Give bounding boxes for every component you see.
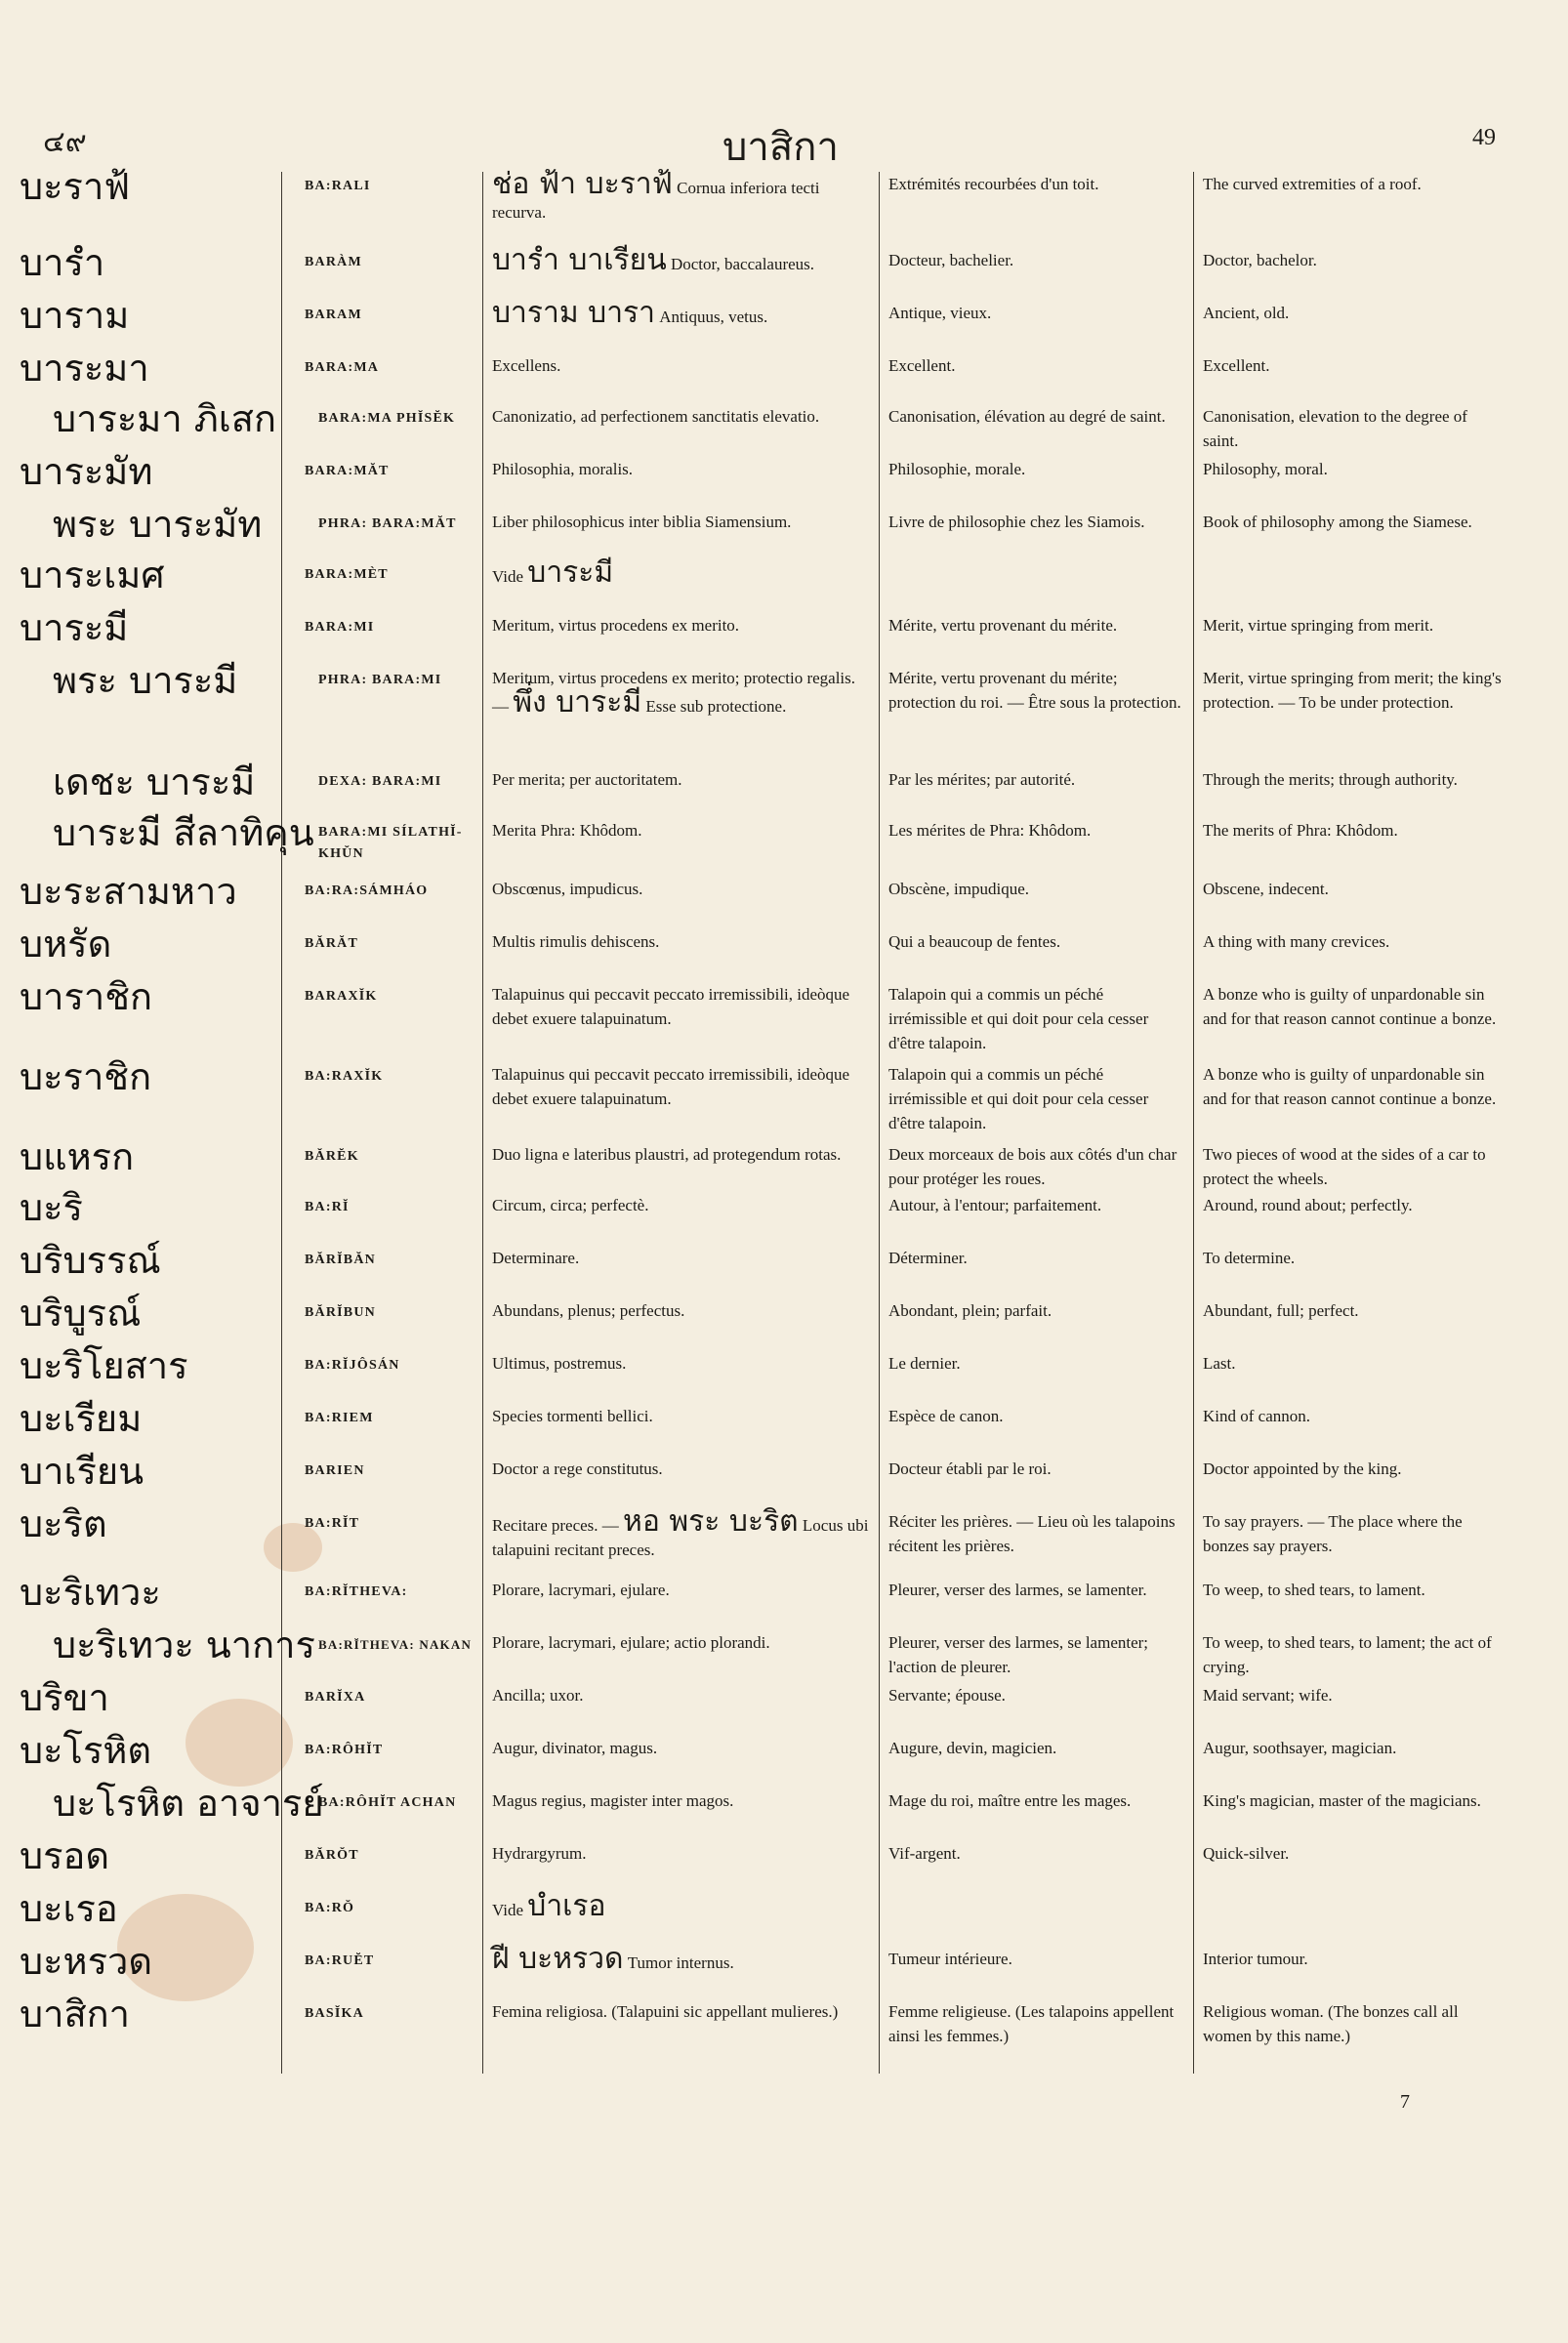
thai-headword: พระ บาระมี <box>53 659 238 702</box>
english-gloss: Maid servant; wife. <box>1203 1686 1333 1705</box>
french-gloss: Le dernier. <box>888 1354 961 1373</box>
latin-gloss: Talapuinus qui peccavit peccato irremissibili, ideòque debet exuere talapuinatum. <box>492 1065 850 1108</box>
transliteration: BARÀM <box>305 255 362 269</box>
latin-gloss: Vide บำเรอ <box>492 1889 606 1923</box>
latin-gloss: Meritum, virtus procedens ex merito. <box>492 616 740 635</box>
running-head: บาสิกา <box>722 125 839 170</box>
transliteration: BA:RA:SÁMHÁO <box>305 884 429 898</box>
english-gloss: A thing with many crevices. <box>1203 932 1390 951</box>
paper-stain <box>186 1699 293 1787</box>
french-gloss: Augure, devin, magicien. <box>888 1739 1057 1757</box>
latin-gloss: Determinare. <box>492 1249 580 1267</box>
english-gloss: Last. <box>1203 1354 1236 1373</box>
latin-gloss: Vide บาระมี <box>492 555 614 590</box>
english-gloss: A bonze who is guilty of unpardonable sin and for that reason cannot continue a bonze. <box>1203 1065 1497 1108</box>
transliteration: BA:RŎ <box>305 1901 355 1915</box>
french-gloss: Talapoin qui a commis un péché irrémissible et qui doit pour cela cesser d'être talapoin. <box>888 1065 1149 1132</box>
transliteration: BARAXĬK <box>305 989 378 1004</box>
english-gloss: King's magician, master of the magicians. <box>1203 1791 1481 1810</box>
latin-gloss: Philosophia, moralis. <box>492 460 634 478</box>
thai-example: หอ พระ บะริต <box>623 1504 799 1539</box>
transliteration: BĂRĂT <box>305 936 359 951</box>
french-gloss: Pleurer, verser des larmes, se lamenter; l'action de pleurer. <box>888 1633 1149 1676</box>
transliteration: BĂRĔK <box>305 1149 359 1164</box>
thai-example: ฝี บะหรวด <box>492 1942 624 1976</box>
thai-headword: บาระมา <box>20 347 149 390</box>
french-gloss: Vif-argent. <box>888 1844 961 1863</box>
column-rule <box>1193 172 1194 2074</box>
latin-gloss: Femina religiosa. (Talapuini sic appellant mulieres.) <box>492 2002 839 2021</box>
french-gloss: Tumeur intérieure. <box>888 1950 1012 1968</box>
transliteration: BA:RĬ <box>305 1200 350 1214</box>
left-page-number: ๔๙ <box>43 125 87 159</box>
thai-headword: บะริโยสาร <box>20 1344 188 1387</box>
french-gloss: Deux morceaux de bois aux côtés d'un char pour protéger les roues. <box>888 1145 1177 1188</box>
french-gloss: Canonisation, élévation au degré de saint. <box>888 407 1166 426</box>
latin-gloss: Talapuinus qui peccavit peccato irremissibili, ideòque debet exuere talapuinatum. <box>492 985 850 1028</box>
latin-gloss: Duo ligna e lateribus plaustri, ad protegendum rotas. <box>492 1145 842 1164</box>
right-page-number: 49 <box>1472 125 1496 150</box>
french-gloss: Mérite, vertu provenant du mérite; protection du roi. — Être sous la protection. <box>888 669 1181 712</box>
thai-cross-reference: บาระมี <box>527 555 614 590</box>
french-gloss: Talapoin qui a commis un péché irrémissible et qui doit pour cela cesser d'être talapoin. <box>888 985 1149 1052</box>
thai-headword: บารำ <box>20 241 105 284</box>
english-gloss: To weep, to shed tears, to lament; the act of crying. <box>1203 1633 1492 1676</box>
transliteration: BARA:MI <box>305 620 375 635</box>
latin-gloss: Multis rimulis dehiscens. <box>492 932 660 951</box>
english-gloss: Kind of cannon. <box>1203 1407 1311 1425</box>
french-gloss: Espèce de canon. <box>888 1407 1004 1425</box>
latin-gloss: Circum, circa; perfectè. <box>492 1196 649 1214</box>
english-gloss: Interior tumour. <box>1203 1950 1308 1968</box>
thai-headword: เดชะ บาระมี <box>53 760 256 803</box>
english-gloss: Around, round about; perfectly. <box>1203 1196 1413 1214</box>
thai-headword: พระ บาระมัท <box>53 503 263 546</box>
french-gloss: Docteur établi par le roi. <box>888 1459 1052 1478</box>
english-gloss: The merits of Phra: Khôdom. <box>1203 821 1398 840</box>
french-gloss: Mage du roi, maître entre les mages. <box>888 1791 1132 1810</box>
transliteration: BA:RIEM <box>305 1411 374 1425</box>
transliteration: BARA:MA PHĬSĔK <box>318 411 456 426</box>
thai-headword: บริบรรณ์ <box>20 1239 161 1282</box>
transliteration: BA:RÔHĬT <box>305 1743 384 1757</box>
french-gloss: Livre de philosophie chez les Siamois. <box>888 513 1145 531</box>
latin-gloss: Canonizatio, ad perfectionem sanctitatis elevatio. <box>492 407 820 426</box>
thai-headword: บาเรียน <box>20 1450 144 1493</box>
column-rule <box>482 172 483 2074</box>
latin-gloss: Per merita; per auctoritatem. <box>492 770 682 789</box>
thai-headword: บรอด <box>20 1834 110 1877</box>
thai-example: พึ่ง บาระมี <box>513 685 642 719</box>
transliteration: BA:RÔHĬT ACHAN <box>318 1795 457 1810</box>
signature-mark: 7 <box>1400 2091 1410 2113</box>
latin-gloss: ฝี บะหรวด Tumor internus. <box>492 1942 734 1976</box>
english-gloss: Excellent. <box>1203 356 1270 375</box>
transliteration: BARĬXA <box>305 1690 366 1705</box>
transliteration: BĂRĬBUN <box>305 1305 376 1320</box>
thai-headword: บะระสามหาว <box>20 870 237 913</box>
french-gloss: Philosophie, morale. <box>888 460 1026 478</box>
thai-headword: บริขา <box>20 1676 109 1719</box>
french-gloss: Par les mérites; par autorité. <box>888 770 1076 789</box>
thai-headword: บาระมัท <box>20 450 153 493</box>
transliteration: BARA:MI SÍLATHĬ-KHŬN <box>318 825 463 861</box>
french-gloss: Excellent. <box>888 356 956 375</box>
english-gloss: Obscene, indecent. <box>1203 880 1329 898</box>
transliteration: BĂRĬBĂN <box>305 1253 376 1267</box>
latin-gloss: Liber philosophicus inter biblia Siamensium. <box>492 513 792 531</box>
english-gloss: To say prayers. — The place where the bonzes say prayers. <box>1203 1512 1463 1555</box>
transliteration: BA:RALI <box>305 179 371 193</box>
thai-headword: บาระมี สีลาทิคุน <box>53 811 314 854</box>
english-gloss: Philosophy, moral. <box>1203 460 1328 478</box>
latin-gloss: Obscœnus, impudicus. <box>492 880 643 898</box>
thai-headword: บาระมา ภิเสก <box>53 397 276 440</box>
english-gloss: Abundant, full; perfect. <box>1203 1301 1359 1320</box>
english-gloss: To weep, to shed tears, to lament. <box>1203 1581 1425 1599</box>
latin-gloss: Recitare preces. — หอ พระ บะริต Locus ubi talapuini recitant preces. <box>492 1504 869 1559</box>
french-gloss: Mérite, vertu provenant du mérite. <box>888 616 1118 635</box>
thai-headword: บแหรก <box>20 1135 135 1178</box>
thai-headword: บริบูรณ์ <box>20 1292 142 1335</box>
transliteration: BA:RĬT <box>305 1516 360 1531</box>
thai-headword: บหรัด <box>20 923 112 966</box>
transliteration: BA:RAXĬK <box>305 1069 384 1084</box>
english-gloss: Merit, virtue springing from merit; the king's protection. — To be under protection. <box>1203 669 1502 712</box>
latin-gloss: Abundans, plenus; perfectus. <box>492 1301 685 1320</box>
english-gloss: Merit, virtue springing from merit. <box>1203 616 1434 635</box>
thai-example: ช่อ ฟ้า บะราฟ้ <box>492 167 673 201</box>
transliteration: BA:RĬTHEVA: <box>305 1584 408 1599</box>
transliteration: BA:RUĔT <box>305 1953 375 1968</box>
transliteration: BASĬKA <box>305 2006 364 2021</box>
transliteration: BA:RĬJÔSÁN <box>305 1358 400 1373</box>
thai-headword: บะริเทวะ <box>20 1571 161 1614</box>
transliteration: BARA:MĂT <box>305 464 390 478</box>
french-gloss: Réciter les prières. — Lieu où les talapoins récitent les prières. <box>888 1512 1176 1555</box>
thai-headword: บะเรียม <box>20 1397 143 1440</box>
transliteration: BARA:MA <box>305 360 380 375</box>
french-gloss: Extrémités recourbées d'un toit. <box>888 175 1099 193</box>
latin-gloss: Species tormenti bellici. <box>492 1407 653 1425</box>
latin-gloss: Ancilla; uxor. <box>492 1686 584 1705</box>
transliteration: BĂRŎT <box>305 1848 359 1863</box>
english-gloss: Two pieces of wood at the sides of a car to protect the wheels. <box>1203 1145 1486 1188</box>
thai-headword: บะราชิก <box>20 1055 152 1098</box>
latin-gloss: Augur, divinator, magus. <box>492 1739 658 1757</box>
thai-example: บารำ บาเรียน <box>492 243 667 277</box>
latin-gloss: Meritum, virtus procedens ex merito; protectio regalis. — พึ่ง บาระมี Esse sub protectione. <box>492 669 856 719</box>
transliteration: PHRA: BARA:MĂT <box>318 516 457 531</box>
thai-headword: บะโรหิต อาจารย์ <box>53 1782 324 1825</box>
latin-gloss: Excellens. <box>492 356 561 375</box>
transliteration: BARIEN <box>305 1463 365 1478</box>
latin-gloss: Ultimus, postremus. <box>492 1354 627 1373</box>
latin-gloss: Plorare, lacrymari, ejulare. <box>492 1581 670 1599</box>
latin-gloss: Plorare, lacrymari, ejulare; actio plorandi. <box>492 1633 770 1652</box>
transliteration: BA:RĬTHEVA: NAKAN <box>318 1637 473 1652</box>
thai-headword: บะราฟ้ <box>20 165 131 208</box>
thai-headword: บะริ <box>20 1186 83 1229</box>
english-gloss: Doctor appointed by the king. <box>1203 1459 1402 1478</box>
thai-cross-reference: บำเรอ <box>527 1889 606 1923</box>
transliteration: BARA:MÈT <box>305 567 389 582</box>
french-gloss: Les mérites de Phra: Khôdom. <box>888 821 1092 840</box>
french-gloss: Servante; épouse. <box>888 1686 1006 1705</box>
latin-gloss: บาราม บารา Antiquus, vetus. <box>492 296 768 330</box>
thai-headword: บะริต <box>20 1502 107 1545</box>
thai-headword: บาระมี <box>20 606 129 649</box>
thai-headword: บาระเมศ <box>20 554 165 596</box>
french-gloss: Femme religieuse. (Les talapoins appellent ainsi les femmes.) <box>888 2002 1175 2045</box>
french-gloss: Déterminer. <box>888 1249 968 1267</box>
latin-gloss: Hydrargyrum. <box>492 1844 587 1863</box>
french-gloss: Docteur, bachelier. <box>888 251 1014 269</box>
english-gloss: Augur, soothsayer, magician. <box>1203 1739 1397 1757</box>
english-gloss: Canonisation, elevation to the degree of saint. <box>1203 407 1467 450</box>
english-gloss: Doctor, bachelor. <box>1203 251 1317 269</box>
french-gloss: Obscène, impudique. <box>888 880 1029 898</box>
thai-headword: บะโรหิต <box>20 1729 152 1772</box>
thai-headword: บาราชิก <box>20 975 153 1018</box>
english-gloss: Religious woman. (The bonzes call all women by this name.) <box>1203 2002 1459 2045</box>
french-gloss: Autour, à l'entour; parfaitement. <box>888 1196 1102 1214</box>
latin-gloss: Doctor a rege constitutus. <box>492 1459 663 1478</box>
french-gloss: Abondant, plein; parfait. <box>888 1301 1052 1320</box>
latin-gloss: บารำ บาเรียน Doctor, baccalaureus. <box>492 243 815 277</box>
thai-headword: บาสิกา <box>20 1993 130 2035</box>
transliteration: PHRA: BARA:MI <box>318 673 442 687</box>
thai-headword: บะริเทวะ นาการ <box>53 1624 315 1666</box>
french-gloss: Pleurer, verser des larmes, se lamenter. <box>888 1581 1147 1599</box>
english-gloss: Book of philosophy among the Siamese. <box>1203 513 1472 531</box>
french-gloss: Antique, vieux. <box>888 304 992 322</box>
thai-headword: บะเรอ <box>20 1887 118 1930</box>
latin-gloss: ช่อ ฟ้า บะราฟ้ Cornua inferiora tecti recurva. <box>492 167 820 222</box>
english-gloss: Quick-silver. <box>1203 1844 1290 1863</box>
french-gloss: Qui a beaucoup de fentes. <box>888 932 1061 951</box>
english-gloss: Ancient, old. <box>1203 304 1290 322</box>
english-gloss: The curved extremities of a roof. <box>1203 175 1422 193</box>
english-gloss: To determine. <box>1203 1249 1296 1267</box>
thai-example: บาราม บารา <box>492 296 656 330</box>
latin-gloss: Magus regius, magister inter magos. <box>492 1791 734 1810</box>
thai-headword: บะหรวด <box>20 1940 153 1983</box>
latin-gloss: Merita Phra: Khôdom. <box>492 821 642 840</box>
english-gloss: Through the merits; through authority. <box>1203 770 1458 789</box>
transliteration: DEXA: BARA:MI <box>318 774 442 789</box>
thai-headword: บาราม <box>20 294 130 337</box>
column-rule <box>879 172 880 2074</box>
transliteration: BARAM <box>305 308 362 322</box>
english-gloss: A bonze who is guilty of unpardonable sin and for that reason cannot continue a bonze. <box>1203 985 1497 1028</box>
